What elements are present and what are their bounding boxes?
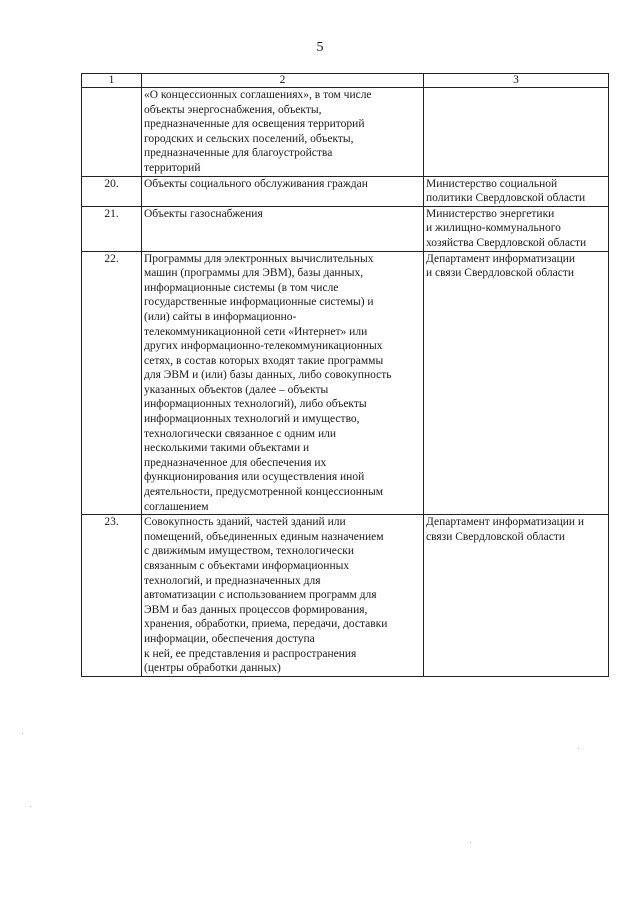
object-cell	[142, 206, 424, 251]
authority-text: Министерство энергетики и жилищно-коммунального хозяйства Свердловской области	[426, 207, 587, 249]
column-header: 3	[424, 74, 609, 88]
authority-text: Департамент информатизации и связи Свердловской области	[426, 252, 576, 280]
row-number	[82, 88, 142, 177]
authority-text: Департамент информатизации и связи Свердловской области	[426, 516, 585, 543]
page-number: 5	[316, 40, 324, 55]
table-row	[82, 88, 609, 177]
row-number: 21.	[82, 206, 142, 251]
object-cell	[142, 176, 424, 206]
authority-cell	[424, 515, 609, 677]
scan-speck	[578, 748, 579, 749]
table-header-row	[82, 74, 609, 88]
scan-speck	[470, 842, 471, 843]
object-text: Программы для электронных вычислительных машин (программы для ЭВМ), базы данных, информационные системы (в том числе государственные информационные системы) и (или) сайты в информационно- телекоммуникационной сети «Интернет» или других информационно-телекоммуникационных сетях, в состав которых входят такие программы для ЭВМ и (или) базы данных, либо совокупность указанных объектов (далее – объекты информационных технологий), либо объекты информационных технологий и имущество, технологически связанное с одним или несколькими такими объектами и предназначенное для обеспечения их функционирования или осуществления иной деятельности, предусмотренной концессионным соглашением	[144, 252, 392, 513]
object-cell	[142, 515, 424, 677]
table-row	[82, 251, 609, 515]
authority-cell	[424, 251, 609, 515]
object-cell	[142, 88, 424, 177]
object-text: Объекты социального обслуживания граждан	[144, 177, 368, 190]
row-number: 20.	[82, 176, 142, 206]
objects-table	[81, 73, 609, 677]
object-text: Совокупность зданий, частей зданий или помещений, объединенных единым назначением с движимым имуществом, технологически связанным с объектами информационных технологий, и предназначенных для автоматизации с использованием программ для ЭВМ и баз данных процессов формирования, хранения, обработки, приема, передачи, доставки информации, обеспечения доступа к ней, ее представления и распространения (центры обработки данных)	[144, 516, 388, 675]
table-row	[82, 206, 609, 251]
column-header: 2	[142, 74, 424, 88]
row-number: 22.	[82, 251, 142, 515]
object-text: Объекты газоснабжения	[144, 207, 263, 220]
authority-cell	[424, 176, 609, 206]
scan-speck	[30, 806, 31, 807]
authority-text: Министерство социальной политики Свердловской области	[426, 177, 586, 205]
object-text: «О концессионных соглашениях», в том числе объекты энергоснабжения, объекты, предназначенные для освещения территорий городских и сельских поселений, объекты, предназначенные для благоустройства территорий	[144, 89, 372, 174]
authority-cell	[424, 206, 609, 251]
authority-cell	[424, 88, 609, 177]
object-cell	[142, 251, 424, 515]
scan-speck	[22, 733, 23, 734]
row-number: 23.	[82, 515, 142, 677]
table-row	[82, 515, 609, 677]
table-row	[82, 176, 609, 206]
column-header: 1	[82, 74, 142, 88]
